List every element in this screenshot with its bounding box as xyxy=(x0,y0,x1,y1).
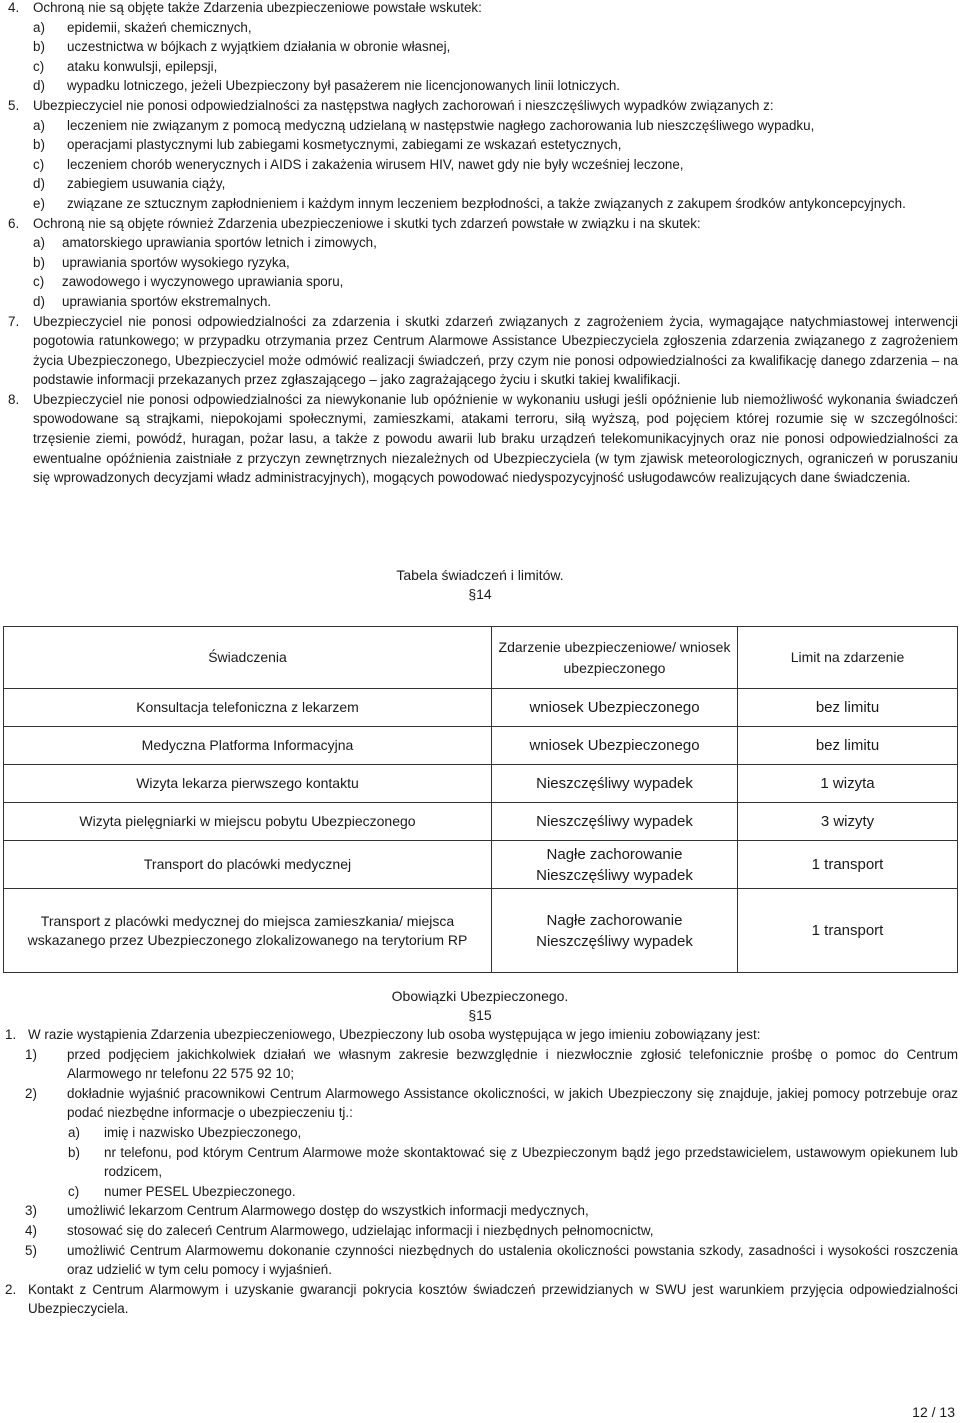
list-item: 2. Kontakt z Centrum Alarmowym i uzyskanie gwarancji pokrycia kosztów świadczeń przewidzianych w SWU jest warunkiem przyjęcia odpowiedzialności Ubezpieczyciela. xyxy=(5,1281,958,1317)
benefit-cell: Medyczna Platforma Informacyjna xyxy=(4,727,492,765)
event-cell: Nieszczęśliwy wypadek xyxy=(492,765,738,803)
limit-cell: 1 transport xyxy=(738,841,958,889)
limit-cell: 3 wizyty xyxy=(738,803,958,841)
exclusions-section xyxy=(8,0,958,488)
list-item: 5. Ubezpieczyciel nie ponosi odpowiedzialności za następstwa nagłych zachorowań i nieszczęśliwych wypadków związanych z: xyxy=(8,97,774,113)
sub-item: 4) stosować się do zaleceń Centrum Alarmowego, udzielając informacji i niezbędnych pełnomocnictw, xyxy=(25,1222,654,1238)
event-cell: wniosek Ubezpieczonego xyxy=(492,727,738,765)
sub-item: a) leczeniem nie związanym z pomocą medyczną udzielaną w następstwie nagłego zachorowania lub nieszczęśliwego wypadku, xyxy=(33,117,815,133)
event-cell: Nagłe zachorowanie Nieszczęśliwy wypadek xyxy=(492,841,738,889)
list-item: 8. Ubezpieczyciel nie ponosi odpowiedzialności za niewykonanie lub opóźnienie w wykonaniu usługi jeśli opóźnienie lub niemożliwość wykonania świadczeń spowodowane są strajkami, niepokojami społecznymi, zamieszkami, atakami terroru, siłą wyższą, pod pojęciem której rozumie się w szczególności: trzęsienie ziemi, powódź, huragan, pożar lasu, a także z powodu awarii lub braku urządzeń telekomunikacyjnych oraz nie ponosi odpowiedzialności za ewentualne opóźnienia zaistniałe z przyczyn zewnętrznych niezależnych od Ubezpieczyciela (w tym zjawisk meteorologicznych, ograniczeń w poruszaniu się wprowadzonych decyzjami władz administracyjnych), mogących powodować niedyspozycyjność usługodawców realizujących dane świadczenia. xyxy=(8,391,958,486)
benefit-cell: Konsultacja telefoniczna z lekarzem xyxy=(4,689,492,727)
benefit-cell: Wizyta pielęgniarki w miejscu pobytu Ubezpieczonego xyxy=(4,803,492,841)
paragraph-mark: §15 xyxy=(468,1007,492,1023)
page-number: 12 / 13 xyxy=(912,1404,955,1420)
limit-cell: bez limitu xyxy=(738,727,958,765)
sub-item: 1) przed podjęciem jakichkolwiek działań we własnym zakresie bezwzględnie i niezwłocznie zgłosić telefonicznie prośbę o pomoc do Centrum Alarmowego nr telefonu 22 575 92 10; xyxy=(25,1046,958,1082)
header-benefits: Świadczenia xyxy=(4,627,492,689)
limit-cell: 1 wizyta xyxy=(738,765,958,803)
sub-item: b) uczestnictwa w bójkach z wyjątkiem działania w obronie własnej, xyxy=(33,39,451,55)
sub-item: 3) umożliwić lekarzom Centrum Alarmowego dostęp do wszystkich informacji medycznych, xyxy=(25,1203,589,1219)
list-item: 1. W razie wystąpienia Zdarzenia ubezpieczeniowego, Ubezpieczony lub osoba występująca w jego imieniu zobowiązany jest: xyxy=(5,1027,761,1042)
list-item: 4. Ochroną nie są objęte także Zdarzenia ubezpieczeniowe powstałe wskutek: xyxy=(8,0,482,15)
benefits-limits-table xyxy=(3,626,958,973)
sub-item: 2) dokładnie wyjaśnić pracownikowi Centrum Alarmowego Assistance okoliczności, w jakich Ubezpieczony się znajduje, jakiej pomocy potrzebuje oraz podać niezbędne informacje o ubezpieczeniu tj.: xyxy=(25,1085,958,1121)
table-row xyxy=(4,803,958,841)
table-row xyxy=(4,765,958,803)
sub-sub-item: b) nr telefonu, pod którym Centrum Alarmowe może skontaktować się z Ubezpieczonym bądź jego przedstawicielem, ustawowym opiekunem lub rodzicem, xyxy=(68,1144,958,1180)
event-cell: Nieszczęśliwy wypadek xyxy=(492,803,738,841)
table-row xyxy=(4,727,958,765)
table-row xyxy=(4,889,958,973)
list-item: 7. Ubezpieczyciel nie ponosi odpowiedzialności za zdarzenia i skutki zdarzeń związanych z zagrożeniem życia, wymagające natychmiastowej interwencji pogotowia ratunkowego; w przypadku otrzymania przez Centrum Alarmowe Assistance Ubezpieczyciela zgłoszenia zdarzenia związanego z zagrożeniem życia Ubezpieczonego, Ubezpieczyciel może odmówić realizacji świadczeń, przy czym nie ponosi odpowiedzialności za kwalifikację danego zdarzenia – na podstawie informacji przekazanych przez zgłaszającego – jako zagrażającego życiu i skutki takiej kwalifikacji. xyxy=(8,313,958,388)
event-cell: wniosek Ubezpieczonego xyxy=(492,689,738,727)
sub-item: a) epidemii, skażeń chemicznych, xyxy=(33,19,252,35)
sub-item: e) związane ze sztucznym zapłodnieniem i każdym innym leczeniem bezpłodności, a także związanych z zakupem środków antykoncepcyjnych. xyxy=(33,195,906,211)
table-row xyxy=(4,689,958,727)
sub-sub-item: c) numer PESEL Ubezpieczonego. xyxy=(68,1183,296,1199)
table-header-row xyxy=(4,627,958,689)
sub-item: c) ataku konwulsji, epilepsji, xyxy=(33,58,218,74)
sub-item: a) amatorskiego uprawiania sportów letnich i zimowych, xyxy=(33,235,377,251)
event-cell: Nagłe zachorowanie Nieszczęśliwy wypadek xyxy=(492,889,738,973)
sub-item: d) zabiegiem usuwania ciąży, xyxy=(33,176,226,192)
sub-item: 5) umożliwić Centrum Alarmowemu dokonanie czynności niezbędnych do ustalenia okoliczności powstania szkody, zasadności i wysokości roszczenia oraz udzielić w tym celu pomocy i wyjaśnień. xyxy=(25,1242,958,1278)
sub-item: b) operacjami plastycznymi lub zabiegami kosmetycznymi, zabiegami ze wskazań estetycznych, xyxy=(33,137,622,153)
paragraph-mark: §14 xyxy=(468,586,492,602)
table-row xyxy=(4,841,958,889)
limit-cell: 1 transport xyxy=(738,889,958,973)
table-title: Tabela świadczeń i limitów. xyxy=(396,567,564,583)
sub-item: d) uprawiania sportów ekstremalnych. xyxy=(33,293,272,309)
limit-cell: bez limitu xyxy=(738,689,958,727)
benefit-cell: Transport z placówki medycznej do miejsca zamieszkania/ miejsca wskazanego przez Ubezpieczonego zlokalizowanego na terytorium RP xyxy=(4,889,492,973)
sub-item: c) leczeniem chorób wenerycznych i AIDS i zakażenia wirusem HIV, nawet gdy nie były wcześniej leczone, xyxy=(33,156,684,172)
benefit-cell: Transport do placówki medycznej xyxy=(4,841,492,889)
sub-sub-item: a) imię i nazwisko Ubezpieczonego, xyxy=(68,1124,302,1140)
obligations-title: Obowiązki Ubezpieczonego. xyxy=(391,988,569,1004)
sub-item: d) wypadku lotniczego, jeżeli Ubezpieczony był pasażerem nie licencjonowanych linii lotniczych. xyxy=(33,78,621,94)
sub-item: c) zawodowego i wyczynowego uprawiania sporu, xyxy=(33,274,344,290)
obligations-section xyxy=(5,1025,958,1319)
header-event: Zdarzenie ubezpieczeniowe/ wniosek ubezpieczonego xyxy=(492,627,738,689)
sub-item: b) uprawiania sportów wysokiego ryzyka, xyxy=(33,254,290,270)
benefit-cell: Wizyta lekarza pierwszego kontaktu xyxy=(4,765,492,803)
list-item: 6. Ochroną nie są objęte również Zdarzenia ubezpieczeniowe i skutki tych zdarzeń powstałe w związku i na skutek: xyxy=(8,215,701,231)
header-limit: Limit na zdarzenie xyxy=(738,627,958,689)
